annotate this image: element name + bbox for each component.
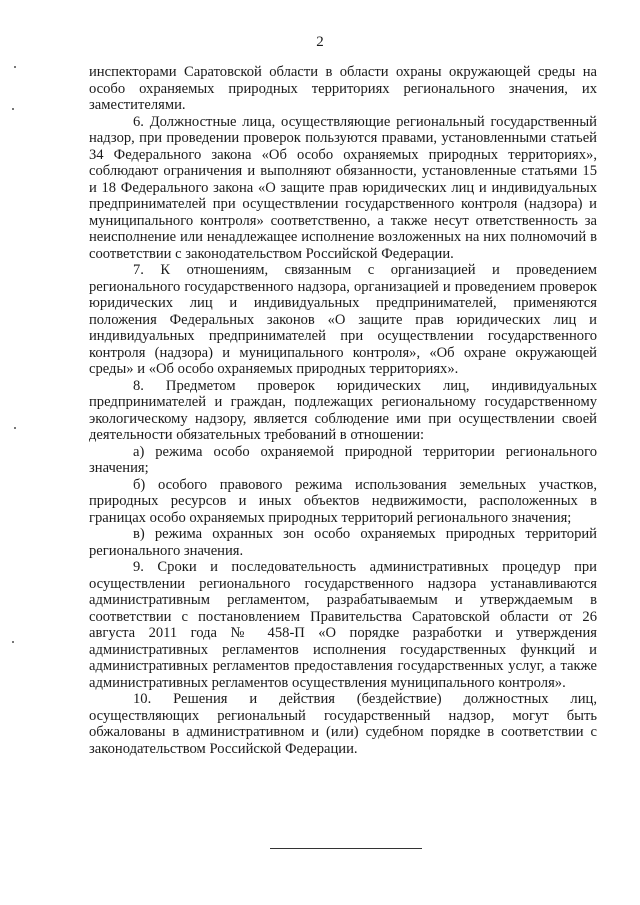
paragraph-10: 10. Решения и действия (бездействие) должностных лиц, осуществляющих региональный государственный надзор, могут быть обжалованы в административном и (или) судебном порядке в соответствии с законодательством Российской Федерации. (89, 691, 597, 757)
paragraph-7: 7. К отношениям, связанным с организацией и проведением регионального государственного надзора, организацией и проведением проверок юридических лиц и индивидуальных предпринимателей, применяются положения Федеральных законов «О защите прав юридических лиц и индивидуальных предпринимателей при осуществлении государственного контроля (надзора) и муниципального контроля», «Об охране окружающей среды» и «Об особо охраняемых природных территориях». (89, 262, 597, 377)
paragraph-8-item-c: в) режима охранных зон особо охраняемых природных территорий регионального значения. (89, 526, 597, 559)
paragraph-8-item-a: а) режима особо охраняемой природной территории регионального значения; (89, 443, 597, 476)
paragraph-9: 9. Сроки и последовательность административных процедур при осуществлении регионального государственного надзора устанавливаются административным регламентом, разрабатываемым и утверждаемым в соответствии с постановлением Правительства Саратовской области от 26 августа 2011 года № 458-П «О порядке разработки и утверждения административных регламентов исполнения государственных функций и административных регламентов предоставления государственных услуг, а также административных регламентов осуществления муниципального контроля». (89, 559, 597, 691)
scan-speck (14, 66, 16, 68)
scan-speck (14, 427, 16, 429)
document-body (89, 64, 597, 757)
scan-speck (12, 641, 14, 643)
page-number: 2 (316, 34, 324, 50)
scan-speck (12, 108, 14, 110)
paragraph-8-item-b: б) особого правового режима использования земельных участков, природных ресурсов и иных объектов недвижимости, расположенных в границах особо охраняемых природных территорий регионального значения; (89, 476, 597, 526)
paragraph-6: 6. Должностные лица, осуществляющие региональный государственный надзор, при проведении проверок пользуются правами, установленными статьей 34 Федерального закона «Об особо охраняемых природных территориях», соблюдают ограничения и выполняют обязанности, установленные статьями 15 и 18 Федерального закона «О защите прав юридических лиц и индивидуальных предпринимателей при осуществлении государственного контроля (надзора) и муниципального контроля» соответственно, а также несут ответственность за неисполнение или ненадлежащее исполнение возложенных на них полномочий в соответствии с законодательством Российской Федерации. (89, 113, 597, 262)
paragraph-8: 8. Предметом проверок юридических лиц, индивидуальных предпринимателей и граждан, подлежащих региональному государственному экологическому надзору, является соблюдение ими при осуществлении своей деятельности обязательных требований в отношении: (89, 377, 597, 443)
paragraph-continuation: инспекторами Саратовской области в области охраны окружающей среды на особо охраняемых природных территориях регионального значения, их заместителями. (89, 64, 597, 113)
end-divider-line (270, 848, 422, 849)
